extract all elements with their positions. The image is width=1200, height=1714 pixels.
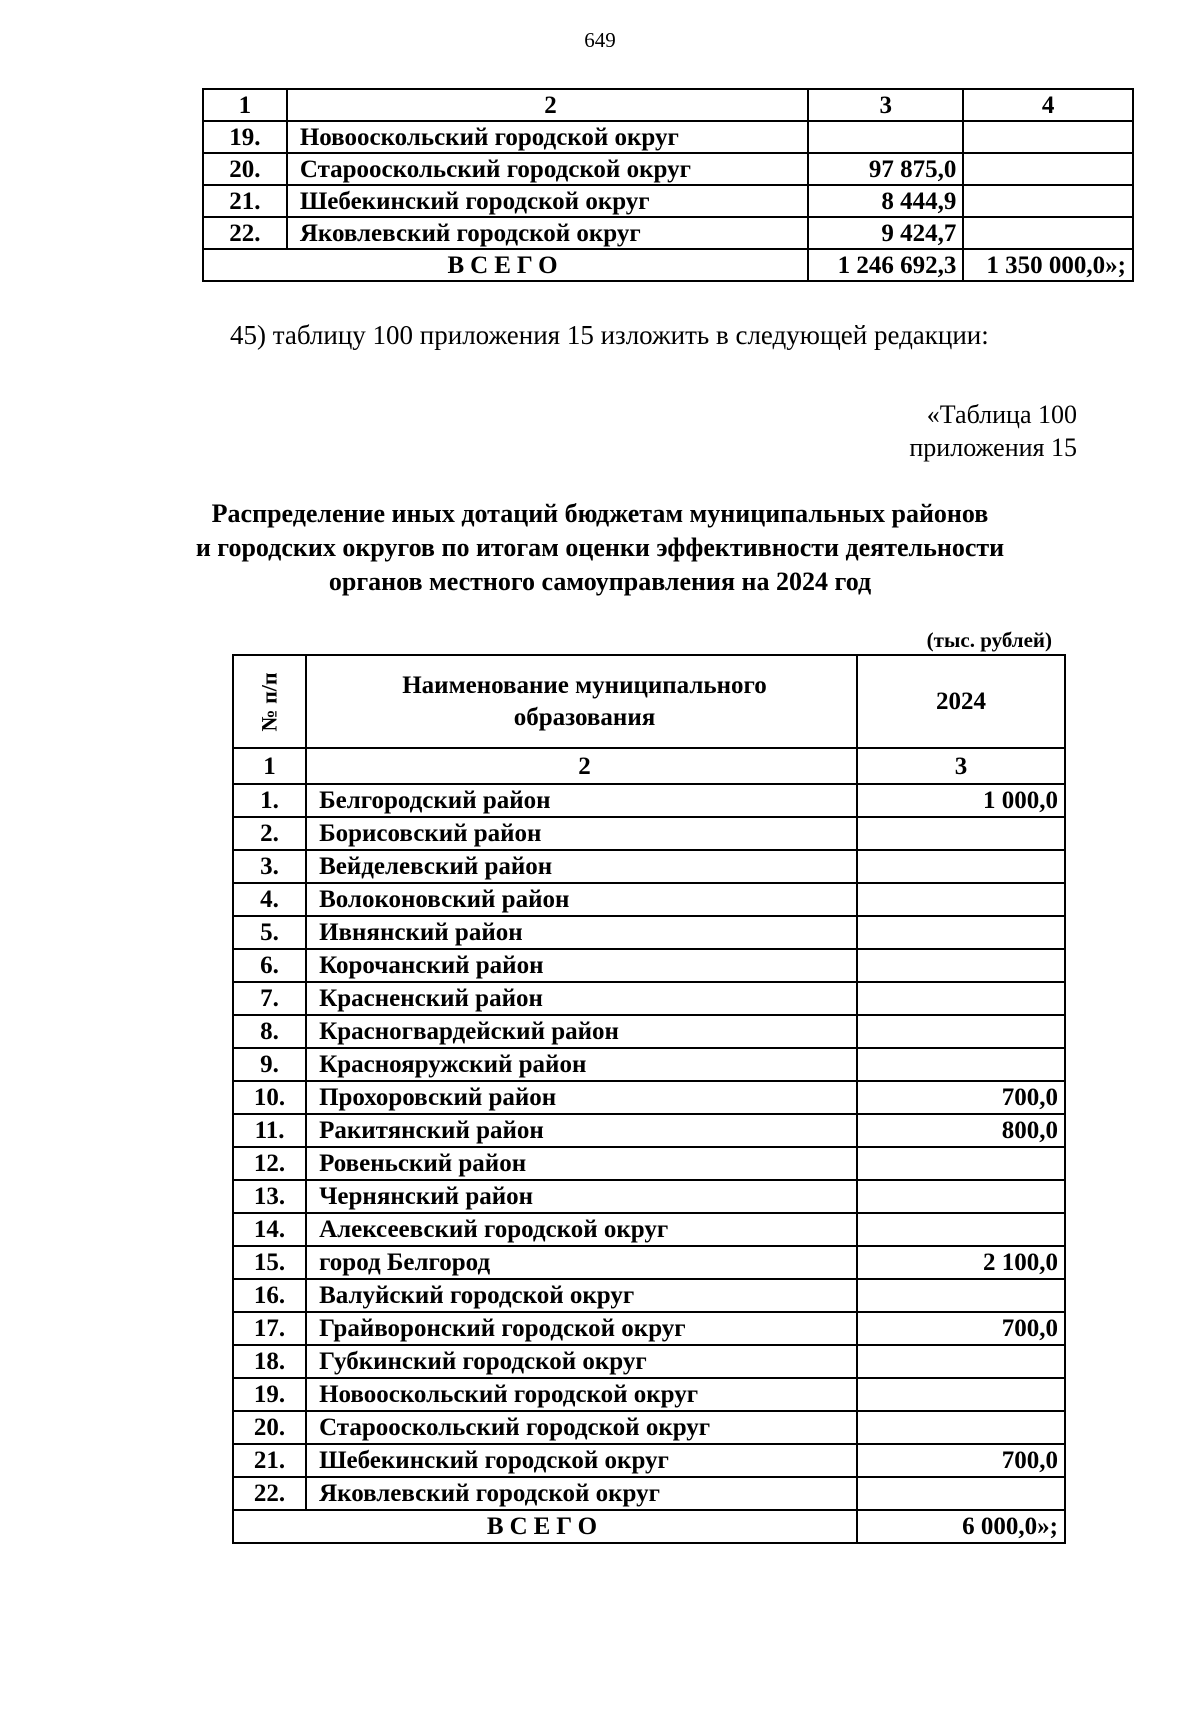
table-row: [233, 784, 1065, 817]
units-label: (тыс. рублей): [926, 628, 1052, 652]
page-number: 649: [584, 28, 616, 52]
row-name: Шебекинский городской округ: [306, 1444, 857, 1477]
row-name: Краснояружский район: [306, 1048, 857, 1081]
row-number: 1.: [233, 784, 306, 817]
row-name: Белгородский район: [306, 784, 857, 817]
row-name: Губкинский городской округ: [306, 1345, 857, 1378]
row-value: [857, 949, 1065, 982]
row-number: 4.: [233, 883, 306, 916]
row-value: [857, 817, 1065, 850]
table-row: [233, 1048, 1065, 1081]
row-name: Новооскольский городской округ: [287, 121, 808, 153]
table-row: [233, 1213, 1065, 1246]
continuation-table: [202, 88, 1134, 282]
table-row: [233, 1444, 1065, 1477]
row-value: [857, 1213, 1065, 1246]
row-value: [857, 1279, 1065, 1312]
row-value: [857, 1015, 1065, 1048]
table-row: [233, 1378, 1065, 1411]
row-name: Яковлевский городской округ: [287, 217, 808, 249]
row-name: Чернянский район: [306, 1180, 857, 1213]
row-number: 7.: [233, 982, 306, 1015]
row-value: 1 000,0: [857, 784, 1065, 817]
table-row: [203, 185, 1133, 217]
row-value: [857, 1048, 1065, 1081]
row-value-col3: [808, 121, 963, 153]
row-value: [857, 1147, 1065, 1180]
table-row: [203, 153, 1133, 185]
row-name: Ровеньский район: [306, 1147, 857, 1180]
column-number: 2: [306, 748, 857, 784]
row-name: Ивнянский район: [306, 916, 857, 949]
table-row: [233, 1114, 1065, 1147]
row-value: [857, 883, 1065, 916]
row-value: 800,0: [857, 1114, 1065, 1147]
row-name: Красногвардейский район: [306, 1015, 857, 1048]
row-value: [857, 1378, 1065, 1411]
header-number-text: № п/п: [256, 671, 282, 732]
table-row: [233, 1015, 1065, 1048]
total-value: 6 000,0»;: [857, 1510, 1065, 1543]
row-name: город Белгород: [306, 1246, 857, 1279]
row-value: 700,0: [857, 1312, 1065, 1345]
table-row: [233, 982, 1065, 1015]
column-number-row: [203, 89, 1133, 121]
row-number: 8.: [233, 1015, 306, 1048]
column-number-row: [233, 748, 1065, 784]
row-name: Прохоровский район: [306, 1081, 857, 1114]
header-name-line: Наименование муниципального: [402, 671, 767, 699]
total-value-col3: 1 246 692,3: [808, 249, 963, 281]
row-name: Корочанский район: [306, 949, 857, 982]
row-value: 700,0: [857, 1444, 1065, 1477]
table-row: [233, 883, 1065, 916]
row-name: Яковлевский городской округ: [306, 1477, 857, 1510]
column-number: 3: [808, 89, 963, 121]
header-year: 2024: [857, 655, 1065, 748]
header-name: [306, 655, 857, 748]
table-caption: [909, 398, 1077, 464]
row-number: 21.: [203, 185, 287, 217]
title-line: Распределение иных дотаций бюджетам муниципальных районов: [211, 499, 989, 528]
row-number: 12.: [233, 1147, 306, 1180]
row-name: Валуйский городской округ: [306, 1279, 857, 1312]
total-label: ВСЕГО: [203, 249, 808, 281]
total-row: [203, 249, 1133, 281]
row-number: 19.: [233, 1378, 306, 1411]
row-name: Новооскольский городской округ: [306, 1378, 857, 1411]
row-name: Красненский район: [306, 982, 857, 1015]
table-row: [233, 916, 1065, 949]
caption-line: «Таблица 100: [926, 400, 1077, 429]
column-number: 4: [963, 89, 1133, 121]
table-row: [233, 817, 1065, 850]
column-number: 1: [203, 89, 287, 121]
row-number: 3.: [233, 850, 306, 883]
header-number: [233, 655, 306, 748]
row-number: 9.: [233, 1048, 306, 1081]
row-number: 22.: [203, 217, 287, 249]
column-number: 3: [857, 748, 1065, 784]
table-row: [233, 1279, 1065, 1312]
distribution-table: [232, 654, 1066, 1544]
row-value-col3: 97 875,0: [808, 153, 963, 185]
row-value-col4: [963, 217, 1133, 249]
row-value: [857, 1345, 1065, 1378]
header-name-line: образования: [513, 703, 656, 731]
table-row: [233, 1411, 1065, 1444]
row-name: Алексеевский городской округ: [306, 1213, 857, 1246]
table-row: [233, 1477, 1065, 1510]
row-number: 10.: [233, 1081, 306, 1114]
row-value: [857, 1411, 1065, 1444]
total-row: [233, 1510, 1065, 1543]
row-number: 2.: [233, 817, 306, 850]
row-value: [857, 982, 1065, 1015]
row-value: [857, 916, 1065, 949]
row-value: 700,0: [857, 1081, 1065, 1114]
row-number: 6.: [233, 949, 306, 982]
row-value-col4: [963, 153, 1133, 185]
table-row: [233, 1345, 1065, 1378]
row-name: Ракитянский район: [306, 1114, 857, 1147]
row-name: Шебекинский городской округ: [287, 185, 808, 217]
row-number: 20.: [203, 153, 287, 185]
row-number: 21.: [233, 1444, 306, 1477]
header-row: [233, 655, 1065, 748]
row-number: 16.: [233, 1279, 306, 1312]
caption-line: приложения 15: [909, 433, 1077, 462]
row-value: [857, 1477, 1065, 1510]
title-line: и городских округов по итогам оценки эффективности деятельности: [195, 533, 1005, 562]
row-value-col4: [963, 121, 1133, 153]
total-value-col4: 1 350 000,0»;: [963, 249, 1133, 281]
row-name: Борисовский район: [306, 817, 857, 850]
table-row: [233, 1312, 1065, 1345]
row-value: 2 100,0: [857, 1246, 1065, 1279]
row-name: Старооскольский городской округ: [306, 1411, 857, 1444]
row-value-col4: [963, 185, 1133, 217]
table-row: [203, 121, 1133, 153]
table-row: [233, 949, 1065, 982]
row-name: Вейделевский район: [306, 850, 857, 883]
table-row: [233, 850, 1065, 883]
row-value-col3: 9 424,7: [808, 217, 963, 249]
row-number: 5.: [233, 916, 306, 949]
table-row: [203, 217, 1133, 249]
row-value: [857, 850, 1065, 883]
table-row: [233, 1180, 1065, 1213]
table-row: [233, 1081, 1065, 1114]
row-number: 15.: [233, 1246, 306, 1279]
document-title: [150, 497, 1050, 599]
row-name: Волоконовский район: [306, 883, 857, 916]
column-number: 1: [233, 748, 306, 784]
row-number: 14.: [233, 1213, 306, 1246]
row-number: 22.: [233, 1477, 306, 1510]
row-number: 11.: [233, 1114, 306, 1147]
row-number: 19.: [203, 121, 287, 153]
table-row: [233, 1246, 1065, 1279]
instruction-text: 45) таблицу 100 приложения 15 изложить в следующей редакции:: [230, 320, 989, 350]
row-name: Старооскольский городской округ: [287, 153, 808, 185]
row-number: 20.: [233, 1411, 306, 1444]
table-row: [233, 1147, 1065, 1180]
row-name: Грайворонский городской округ: [306, 1312, 857, 1345]
title-line: органов местного самоуправления на 2024 год: [328, 567, 872, 596]
column-number: 2: [287, 89, 808, 121]
total-label: ВСЕГО: [233, 1510, 857, 1543]
row-number: 17.: [233, 1312, 306, 1345]
row-number: 13.: [233, 1180, 306, 1213]
row-value: [857, 1180, 1065, 1213]
row-number: 18.: [233, 1345, 306, 1378]
row-value-col3: 8 444,9: [808, 185, 963, 217]
